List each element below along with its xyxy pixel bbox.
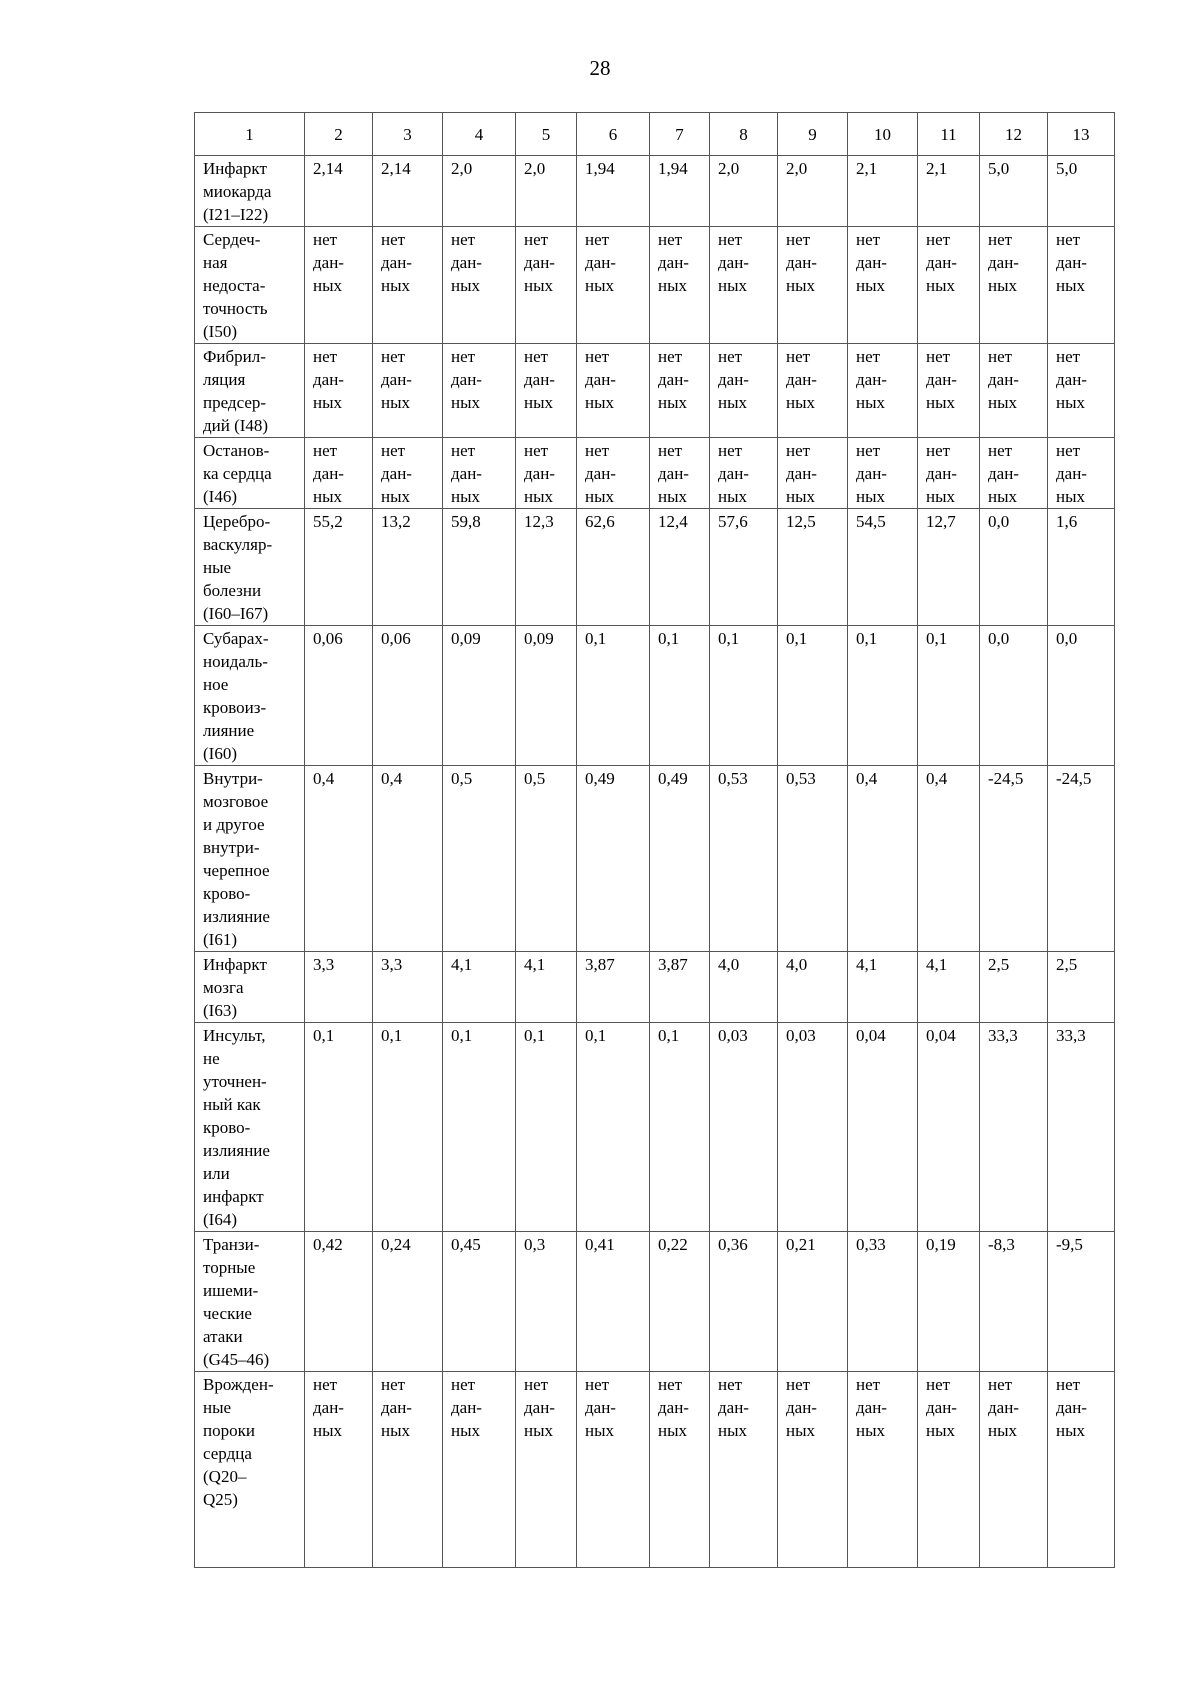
table-cell: 0,06	[305, 626, 373, 766]
table-row	[195, 509, 1115, 626]
table-cell: 12,5	[778, 509, 848, 626]
table-cell: 0,04	[848, 1023, 918, 1232]
table-cell: нет дан- ных	[516, 438, 577, 509]
table-cell: нет дан- ных	[650, 344, 710, 438]
table-cell: нет дан- ных	[650, 227, 710, 344]
table-cell: 0,4	[373, 766, 443, 952]
table-cell: нет дан- ных	[980, 1372, 1048, 1568]
table-row	[195, 626, 1115, 766]
table-cell: 0,4	[918, 766, 980, 952]
table-cell: нет дан- ных	[373, 227, 443, 344]
table-cell: 3,87	[650, 952, 710, 1023]
table-cell: 3,3	[373, 952, 443, 1023]
table-cell: 4,1	[918, 952, 980, 1023]
table-cell: 0,1	[443, 1023, 516, 1232]
table-cell: 0,53	[778, 766, 848, 952]
table-cell: 0,0	[980, 626, 1048, 766]
table-row	[195, 1372, 1115, 1568]
table-cell: 0,09	[516, 626, 577, 766]
table-cell: 5,0	[1048, 156, 1115, 227]
table-cell: нет дан- ных	[443, 1372, 516, 1568]
table-cell: 4,1	[516, 952, 577, 1023]
row-label: Врожден- ные пороки сердца (Q20– Q25)	[195, 1372, 305, 1568]
table-cell: нет дан- ных	[778, 1372, 848, 1568]
table-cell: нет дан- ных	[1048, 344, 1115, 438]
table-row	[195, 227, 1115, 344]
table-cell: нет дан- ных	[373, 344, 443, 438]
table-row	[195, 766, 1115, 952]
table-cell: 2,0	[516, 156, 577, 227]
table-cell: 0,3	[516, 1232, 577, 1372]
table-cell: 3,3	[305, 952, 373, 1023]
table-cell: 2,1	[918, 156, 980, 227]
table-cell: нет дан- ных	[443, 438, 516, 509]
table-cell: 4,0	[778, 952, 848, 1023]
table-cell: 0,36	[710, 1232, 778, 1372]
table-cell: нет дан- ных	[516, 1372, 577, 1568]
table-cell: 0,41	[577, 1232, 650, 1372]
table-cell: нет дан- ных	[848, 1372, 918, 1568]
column-header: 10	[848, 113, 918, 156]
table-cell: 59,8	[443, 509, 516, 626]
table-cell: 0,1	[305, 1023, 373, 1232]
table-cell: 0,53	[710, 766, 778, 952]
table-cell: нет дан- ных	[918, 344, 980, 438]
table-cell: 2,0	[778, 156, 848, 227]
table-cell: нет дан- ных	[710, 438, 778, 509]
table-row	[195, 438, 1115, 509]
table-cell: 0,49	[650, 766, 710, 952]
header-row	[195, 113, 1115, 156]
table-cell: 3,87	[577, 952, 650, 1023]
table-cell: -24,5	[980, 766, 1048, 952]
column-header: 2	[305, 113, 373, 156]
table-cell: 2,0	[443, 156, 516, 227]
table-cell: нет дан- ных	[305, 438, 373, 509]
data-table	[194, 112, 1115, 1568]
table-cell: нет дан- ных	[848, 438, 918, 509]
table-cell: 1,6	[1048, 509, 1115, 626]
table-cell: 5,0	[980, 156, 1048, 227]
table-cell: 2,1	[848, 156, 918, 227]
table-row	[195, 1023, 1115, 1232]
table-cell: 0,1	[516, 1023, 577, 1232]
table-cell: 0,03	[778, 1023, 848, 1232]
table-cell: 2,14	[373, 156, 443, 227]
table-cell: 0,5	[443, 766, 516, 952]
table-cell: 1,94	[577, 156, 650, 227]
column-header: 9	[778, 113, 848, 156]
table-cell: 4,0	[710, 952, 778, 1023]
table-cell: 0,04	[918, 1023, 980, 1232]
row-label: Останов- ка сердца (I46)	[195, 438, 305, 509]
table-cell: нет дан- ных	[918, 227, 980, 344]
table-cell: 0,0	[980, 509, 1048, 626]
table-cell: нет дан- ных	[778, 438, 848, 509]
table-cell: 0,09	[443, 626, 516, 766]
table-cell: 62,6	[577, 509, 650, 626]
table-cell: -8,3	[980, 1232, 1048, 1372]
table-cell: 13,2	[373, 509, 443, 626]
table-cell: 4,1	[443, 952, 516, 1023]
table-cell: 0,45	[443, 1232, 516, 1372]
table-cell: 0,1	[577, 626, 650, 766]
table-row	[195, 344, 1115, 438]
table-cell: нет дан- ных	[980, 438, 1048, 509]
table-cell: нет дан- ных	[848, 227, 918, 344]
table-cell: 1,94	[650, 156, 710, 227]
table-cell: 0,4	[305, 766, 373, 952]
table-cell: 55,2	[305, 509, 373, 626]
row-label: Инфаркт мозга (I63)	[195, 952, 305, 1023]
table-cell: нет дан- ных	[373, 1372, 443, 1568]
table-cell: 0,33	[848, 1232, 918, 1372]
table-cell: 0,03	[710, 1023, 778, 1232]
table-cell: 0,06	[373, 626, 443, 766]
table-cell: -24,5	[1048, 766, 1115, 952]
table-body	[195, 113, 1115, 1568]
row-label: Внутри- мозговое и другое внутри- черепное крово- излияние (I61)	[195, 766, 305, 952]
table-cell: нет дан- ных	[650, 1372, 710, 1568]
row-label: Церебро- васкуляр- ные болезни (I60–I67)	[195, 509, 305, 626]
table-cell: 54,5	[848, 509, 918, 626]
table-cell: нет дан- ных	[516, 344, 577, 438]
column-header: 13	[1048, 113, 1115, 156]
table-cell: 12,3	[516, 509, 577, 626]
table-cell: нет дан- ных	[305, 227, 373, 344]
row-label: Транзи- торные ишеми- ческие атаки (G45–46)	[195, 1232, 305, 1372]
table-cell: нет дан- ных	[577, 227, 650, 344]
row-label: Инсульт, не уточнен- ный как крово- излияние или инфаркт (I64)	[195, 1023, 305, 1232]
table-cell: нет дан- ных	[1048, 1372, 1115, 1568]
table-cell: 0,4	[848, 766, 918, 952]
table-cell: 2,0	[710, 156, 778, 227]
table-cell: 0,1	[650, 1023, 710, 1232]
table-cell: 0,0	[1048, 626, 1115, 766]
table-row	[195, 156, 1115, 227]
row-label: Субарах- ноидаль- ное кровоиз- лияние (I60)	[195, 626, 305, 766]
table-cell: нет дан- ных	[710, 1372, 778, 1568]
table-cell: нет дан- ных	[443, 344, 516, 438]
column-header: 5	[516, 113, 577, 156]
table-cell: 0,19	[918, 1232, 980, 1372]
column-header: 6	[577, 113, 650, 156]
table-cell: нет дан- ных	[577, 344, 650, 438]
table-cell: нет дан- ных	[778, 344, 848, 438]
table-row	[195, 952, 1115, 1023]
table-cell: 4,1	[848, 952, 918, 1023]
row-label: Инфаркт миокарда (I21–I22)	[195, 156, 305, 227]
table-cell: 0,1	[848, 626, 918, 766]
table-cell: нет дан- ных	[710, 227, 778, 344]
table-cell: 0,21	[778, 1232, 848, 1372]
table-cell: 2,5	[1048, 952, 1115, 1023]
table-cell: 2,14	[305, 156, 373, 227]
column-header: 1	[195, 113, 305, 156]
table-cell: нет дан- ных	[848, 344, 918, 438]
table-cell: 0,5	[516, 766, 577, 952]
table-cell: 0,1	[373, 1023, 443, 1232]
table-cell: нет дан- ных	[1048, 438, 1115, 509]
page-number: 28	[589, 56, 611, 80]
table-cell: 33,3	[1048, 1023, 1115, 1232]
column-header: 8	[710, 113, 778, 156]
table-cell: 0,1	[650, 626, 710, 766]
table-cell: 0,22	[650, 1232, 710, 1372]
table-cell: 12,7	[918, 509, 980, 626]
table-cell: 0,24	[373, 1232, 443, 1372]
table-cell: 2,5	[980, 952, 1048, 1023]
column-header: 7	[650, 113, 710, 156]
column-header: 3	[373, 113, 443, 156]
table-cell: 57,6	[710, 509, 778, 626]
table-cell: нет дан- ных	[577, 438, 650, 509]
table-cell: нет дан- ных	[305, 1372, 373, 1568]
table-cell: 0,1	[778, 626, 848, 766]
table-cell: 33,3	[980, 1023, 1048, 1232]
column-header: 11	[918, 113, 980, 156]
table-cell: нет дан- ных	[918, 438, 980, 509]
table-cell: нет дан- ных	[710, 344, 778, 438]
table-cell: нет дан- ных	[443, 227, 516, 344]
table-cell: 0,42	[305, 1232, 373, 1372]
table-row	[195, 1232, 1115, 1372]
table-cell: нет дан- ных	[305, 344, 373, 438]
row-label: Фибрил- ляция предсер- дий (I48)	[195, 344, 305, 438]
table-cell: нет дан- ных	[577, 1372, 650, 1568]
table-cell: -9,5	[1048, 1232, 1115, 1372]
table-cell: нет дан- ных	[650, 438, 710, 509]
table-cell: 0,49	[577, 766, 650, 952]
table-cell: 0,1	[710, 626, 778, 766]
table-cell: нет дан- ных	[980, 227, 1048, 344]
column-header: 12	[980, 113, 1048, 156]
table-cell: нет дан- ных	[980, 344, 1048, 438]
table-cell: 0,1	[577, 1023, 650, 1232]
table-cell: нет дан- ных	[373, 438, 443, 509]
table-cell: нет дан- ных	[778, 227, 848, 344]
table-cell: 0,1	[918, 626, 980, 766]
table-cell: 12,4	[650, 509, 710, 626]
table-cell: нет дан- ных	[918, 1372, 980, 1568]
column-header: 4	[443, 113, 516, 156]
table-cell: нет дан- ных	[516, 227, 577, 344]
table-cell: нет дан- ных	[1048, 227, 1115, 344]
row-label: Сердеч- ная недоста- точность (I50)	[195, 227, 305, 344]
